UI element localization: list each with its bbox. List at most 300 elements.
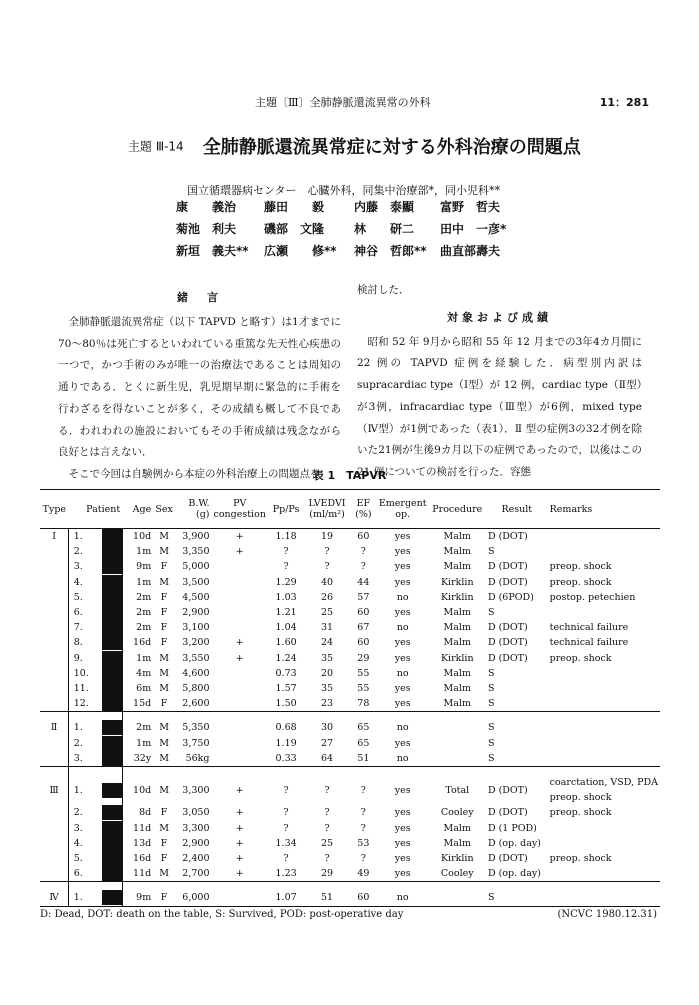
- author: 康 義治: [176, 200, 237, 214]
- patient-index: 3.: [73, 752, 83, 764]
- cell-pv: [212, 575, 268, 590]
- cell-procedure: [429, 882, 486, 906]
- patient-number: [74, 575, 120, 590]
- cell-procedure: Cooley: [440, 807, 474, 819]
- redaction-block: [102, 736, 122, 751]
- cell-ef: 55: [357, 667, 370, 679]
- cell-type: [40, 805, 69, 820]
- patient-index: 1.: [73, 722, 83, 734]
- cell-remarks: [548, 529, 660, 545]
- cell-pv: [212, 712, 268, 736]
- cell-type: [40, 681, 69, 696]
- cell-age: 1m: [136, 652, 152, 664]
- cell-age: 6m: [136, 683, 152, 695]
- cell-result: S: [487, 683, 495, 695]
- cell-remarks: [548, 635, 660, 650]
- cell-pv: +: [235, 822, 244, 834]
- author: 田中 一彦*: [440, 222, 507, 236]
- cell-age: 32y: [133, 752, 152, 764]
- patient-index: 5.: [73, 853, 83, 865]
- cell-bw: 3,300: [182, 822, 210, 834]
- cell-emergent: no: [396, 667, 409, 679]
- cell-type: [40, 821, 69, 836]
- table-row: [40, 666, 660, 681]
- title-text: 全肺静脈還流異常症に対する外科治療の問題点: [202, 137, 581, 158]
- author-row: [176, 198, 536, 220]
- cell-pp: ?: [283, 853, 289, 865]
- redaction-block: [102, 590, 122, 605]
- cell-type: [40, 851, 69, 866]
- cell-remarks: [548, 882, 660, 906]
- cell-age: 9m: [136, 561, 152, 573]
- cell-patient: [69, 575, 123, 590]
- cell-lvedvi: ?: [324, 784, 330, 796]
- cell-patient: [69, 651, 123, 666]
- cell-bw: 3,100: [182, 622, 210, 634]
- cell-procedure: Kirklin: [440, 853, 474, 865]
- cell-remarks: [548, 575, 660, 590]
- cell-emergent: yes: [394, 868, 411, 880]
- cell-ef: 60: [357, 531, 370, 542]
- cell-result: S: [487, 722, 495, 734]
- table-row: [40, 559, 660, 574]
- cell-bw: 3,750: [182, 737, 210, 749]
- remark-line: preop. shock: [549, 853, 612, 865]
- cell-patient: [69, 767, 123, 806]
- author-row: [176, 242, 536, 264]
- patient-number: [74, 751, 120, 766]
- cell-sex: F: [160, 622, 168, 634]
- cell-procedure: Malm: [443, 667, 471, 679]
- cell-emergent: yes: [394, 531, 411, 542]
- cell-result: S: [487, 892, 495, 904]
- cell-procedure: Malm: [443, 822, 471, 834]
- author: 藤田 毅: [264, 200, 325, 214]
- cell-patient: [69, 821, 123, 836]
- cell-type: [40, 575, 69, 590]
- cell-bw: 2,900: [182, 607, 210, 619]
- intro-heading: 緒 言: [177, 291, 222, 304]
- page-number: 11：281: [599, 96, 649, 109]
- author-row: [176, 220, 536, 242]
- patient-index: 10.: [73, 667, 89, 679]
- cell-bw: 4,600: [182, 667, 210, 679]
- cell-age: 2m: [136, 722, 152, 734]
- cell-pv: +: [235, 531, 244, 542]
- patient-index: 2.: [73, 546, 83, 558]
- col-bw-line2: (g): [196, 509, 210, 520]
- cell-emergent: yes: [394, 561, 411, 573]
- patient-number: [74, 590, 120, 605]
- table-row: [40, 651, 660, 666]
- cell-type: [40, 544, 69, 559]
- redaction-block: [102, 851, 122, 866]
- table-row: [40, 529, 660, 545]
- cell-lvedvi: 35: [320, 652, 334, 664]
- col-lvedvi-line1: LVEDVI: [308, 498, 346, 509]
- cell-bw: 5,800: [182, 683, 210, 695]
- cell-remarks: [548, 851, 660, 866]
- cell-remarks: [548, 681, 660, 696]
- cell-type: [40, 751, 69, 767]
- cell-result: D (DOT): [487, 531, 528, 542]
- redaction-block: [102, 866, 122, 881]
- patient-number: [74, 635, 120, 650]
- cell-procedure: Malm: [443, 637, 471, 649]
- patient-index: 4.: [73, 837, 83, 849]
- cell-bw: 5,350: [182, 722, 210, 734]
- cell-pv: [212, 751, 268, 767]
- cell-type: [40, 605, 69, 620]
- cell-lvedvi: 64: [320, 752, 334, 764]
- table-header-row: [40, 490, 660, 529]
- cell-lvedvi: 19: [320, 531, 334, 542]
- cell-pv: [212, 666, 268, 681]
- cell-result: D (DOT): [487, 652, 528, 664]
- patient-index: 6.: [73, 868, 83, 880]
- cell-result: D (1 POD): [487, 822, 537, 834]
- cell-emergent: yes: [394, 737, 411, 749]
- cell-sex: F: [160, 892, 168, 904]
- table-body: [40, 529, 660, 907]
- author: 菊池 利夫: [176, 222, 237, 236]
- cell-result: D (6POD): [487, 591, 534, 603]
- cell-age: 2m: [136, 591, 152, 603]
- cell-procedure: Malm: [443, 546, 471, 558]
- cell-result: D (DOT): [487, 807, 528, 819]
- cell-pp: ?: [283, 561, 289, 573]
- cell-pp: 1.03: [275, 591, 297, 603]
- cell-sex: M: [159, 722, 169, 734]
- cell-pv: +: [235, 807, 244, 819]
- cell-remarks: [548, 605, 660, 620]
- cell-age: 10d: [133, 784, 152, 796]
- col-pv-line2: congestion: [213, 509, 266, 520]
- cell-patient: [69, 666, 123, 681]
- cell-result: D (op. day): [487, 868, 541, 880]
- cell-emergent: no: [396, 752, 409, 764]
- cell-ef: 60: [357, 892, 370, 904]
- cell-lvedvi: 20: [320, 667, 334, 679]
- table-row: [40, 544, 660, 559]
- author: 神谷 哲郎**: [354, 244, 427, 258]
- patient-number: [74, 783, 120, 798]
- remark-line: postop. petechien: [549, 591, 636, 603]
- cell-lvedvi: 40: [320, 576, 334, 588]
- results-heading: 対象および成績: [447, 310, 552, 324]
- cell-remarks: [548, 736, 660, 751]
- cell-age: 1m: [136, 546, 152, 558]
- patient-index: 1.: [73, 784, 83, 796]
- cell-result: S: [487, 737, 495, 749]
- cell-result: S: [487, 667, 495, 679]
- redaction-block: [102, 696, 122, 711]
- cell-pv: [212, 696, 268, 712]
- cell-emergent: yes: [394, 607, 411, 619]
- cell-bw: 6,000: [182, 892, 210, 904]
- col-lvedvi: [304, 490, 350, 529]
- intro-paragraph-1: 全肺静脈還流異常症（以下 TAPVD と略す）は1才までに 70〜80％は死亡するといわれている重篤な先天性心疾患の一つで，かつ手術のみが唯一の治療法であることは周知の通りである．とくに新生児，乳児期早期に緊急的に手術を行わざるを得ないことが多く，その成績も概して不良である．われわれの施設においてもその手術成績は残念ながら良好とは言えない．: [58, 316, 341, 459]
- cell-emergent: no: [396, 722, 409, 734]
- cell-sex: F: [160, 607, 168, 619]
- cell-ef: ?: [360, 784, 366, 796]
- cell-pp: 1.04: [275, 622, 297, 634]
- cell-patient: [69, 544, 123, 559]
- cell-emergent: yes: [394, 837, 411, 849]
- cell-procedure: Malm: [443, 683, 471, 695]
- cell-pp: ?: [283, 807, 289, 819]
- table-row: [40, 821, 660, 836]
- cell-lvedvi: ?: [324, 853, 330, 865]
- cell-sex: M: [159, 652, 169, 664]
- cell-pp: 1.57: [275, 683, 297, 695]
- redaction-block: [102, 681, 122, 696]
- cell-pv: +: [235, 546, 244, 558]
- cell-remarks: [548, 821, 660, 836]
- redaction-block: [102, 620, 122, 635]
- cell-pp: 1.29: [275, 576, 297, 588]
- patient-index: 4.: [73, 576, 83, 588]
- cell-emergent: yes: [394, 784, 411, 796]
- cell-type: Ⅰ: [40, 529, 69, 545]
- cell-type: [40, 620, 69, 635]
- cell-procedure: Malm: [443, 698, 471, 710]
- cell-procedure: Cooley: [440, 868, 474, 880]
- cell-remarks: [548, 836, 660, 851]
- table-row: [40, 851, 660, 866]
- cell-patient: [69, 751, 123, 767]
- patient-number: [74, 605, 120, 620]
- cell-bw: 4,500: [182, 591, 210, 603]
- cell-lvedvi: 35: [320, 683, 334, 695]
- cell-ef: 65: [357, 722, 370, 734]
- cell-age: 11d: [133, 868, 152, 880]
- cell-sex: M: [159, 822, 169, 834]
- cell-remarks: [548, 651, 660, 666]
- cell-result: D (DOT): [487, 784, 528, 796]
- redaction-block: [102, 821, 122, 836]
- cell-remarks: [548, 712, 660, 736]
- col-ef-line1: EF: [356, 498, 371, 509]
- cell-type: [40, 866, 69, 882]
- cell-ef: ?: [360, 807, 366, 819]
- col-pp: Pp/Ps: [272, 503, 300, 515]
- cell-type: [40, 696, 69, 712]
- intro-paragraph-2: そこで今回は自験例から本症の外科治療上の問題点を: [68, 467, 321, 480]
- table-row: [40, 590, 660, 605]
- patient-number: [74, 559, 120, 574]
- cell-patient: [69, 620, 123, 635]
- cell-age: 8d: [139, 807, 152, 819]
- cell-sex: F: [160, 837, 168, 849]
- results-continuation: 検討した．: [357, 284, 410, 296]
- author: 磯部 文隆: [264, 222, 325, 236]
- topic-label: 主題 Ⅲ-14: [128, 139, 184, 154]
- cell-ef: ?: [360, 822, 366, 834]
- col-lvedvi-line2: (ml/m²): [309, 509, 345, 520]
- patient-number: [74, 620, 120, 635]
- cell-type: [40, 635, 69, 650]
- patient-index: 1.: [73, 892, 83, 904]
- cell-bw: 2,400: [182, 853, 210, 865]
- redaction-block: [102, 836, 122, 851]
- cell-procedure: Malm: [443, 837, 471, 849]
- cell-remarks: [548, 666, 660, 681]
- cell-lvedvi: 29: [320, 868, 334, 880]
- cell-type: [40, 559, 69, 574]
- col-emergent-line2: op.: [395, 509, 411, 520]
- redaction-block: [102, 544, 122, 559]
- redaction-block: [102, 751, 122, 766]
- col-bw-line1: B.W.: [188, 498, 210, 509]
- cell-type: [40, 590, 69, 605]
- patient-index: 2.: [73, 807, 83, 819]
- author: 富野 哲夫: [440, 200, 501, 214]
- cell-pp: 0.33: [275, 752, 297, 764]
- cell-pp: 1.34: [275, 837, 297, 849]
- patient-index: 1.: [73, 531, 83, 542]
- cell-emergent: yes: [394, 576, 411, 588]
- patient-index: 2.: [73, 737, 83, 749]
- patient-index: 6.: [73, 607, 83, 619]
- cell-bw: 5,000: [182, 561, 210, 573]
- cell-remarks: [548, 559, 660, 574]
- cell-bw: 2,700: [182, 868, 210, 880]
- author: 新垣 義夫**: [176, 244, 249, 258]
- cell-ef: 57: [357, 591, 370, 603]
- cell-type: Ⅱ: [40, 712, 69, 736]
- cell-result: D (op. day): [487, 837, 541, 849]
- remark-line: coarctation, VSD, PDA: [549, 777, 658, 789]
- cell-result: D (DOT): [487, 561, 528, 573]
- cell-lvedvi: ?: [324, 807, 330, 819]
- cell-procedure: [429, 751, 486, 767]
- remark-line: preop. shock: [549, 792, 612, 804]
- col-age: Age: [132, 503, 152, 515]
- patient-number: [74, 805, 120, 820]
- col-bw: [175, 490, 212, 529]
- cell-age: 16d: [133, 637, 152, 649]
- table-row: [40, 866, 660, 882]
- cell-patient: [69, 529, 123, 545]
- cell-emergent: yes: [394, 683, 411, 695]
- cell-emergent: yes: [394, 652, 411, 664]
- patient-index: 5.: [73, 591, 83, 603]
- cell-ef: ?: [360, 546, 366, 558]
- table-row: [40, 696, 660, 712]
- cell-ef: 60: [357, 607, 370, 619]
- col-emergent: [377, 490, 429, 529]
- redaction-block: [102, 805, 122, 820]
- running-head-title: 主題〔Ⅲ〕全肺静脈還流異常の外科: [255, 96, 431, 109]
- cell-lvedvi: 26: [320, 591, 334, 603]
- cell-patient: [69, 805, 123, 820]
- cell-pv: [212, 605, 268, 620]
- cell-bw: 3,550: [182, 652, 210, 664]
- author: 林 研二: [354, 222, 415, 236]
- cell-remarks: [548, 751, 660, 767]
- cell-pp: ?: [283, 822, 289, 834]
- author: 曲直部壽夫: [440, 244, 501, 258]
- patient-number: [74, 866, 120, 881]
- cell-bw: 2,600: [182, 698, 210, 710]
- patient-number: [74, 851, 120, 866]
- patient-number: [74, 736, 120, 751]
- results-column: [357, 280, 642, 484]
- cell-type: [40, 736, 69, 751]
- cell-age: 13d: [133, 837, 152, 849]
- patient-number: [74, 696, 120, 711]
- cell-sex: M: [159, 868, 169, 880]
- cell-age: 9m: [136, 892, 152, 904]
- cell-patient: [69, 836, 123, 851]
- cell-age: 1m: [136, 576, 152, 588]
- cell-lvedvi: 51: [320, 892, 334, 904]
- cell-emergent: no: [396, 622, 409, 634]
- cell-ef: 78: [357, 698, 370, 710]
- cell-patient: [69, 696, 123, 712]
- cell-result: S: [487, 698, 495, 710]
- cell-patient: [69, 635, 123, 650]
- cell-procedure: Malm: [443, 622, 471, 634]
- cell-bw: 3,300: [182, 784, 210, 796]
- cell-sex: M: [159, 531, 169, 542]
- redaction-block: [102, 605, 122, 620]
- cell-remarks: [548, 805, 660, 820]
- remark-line: preop. shock: [549, 561, 612, 573]
- redaction-block: [102, 651, 122, 666]
- redaction-block: [102, 890, 122, 905]
- affiliation: 国立循環器病センター 心臓外科，同集中治療部*，同小児科**: [187, 184, 501, 197]
- cell-type: [40, 666, 69, 681]
- cell-remarks: [548, 866, 660, 882]
- cell-emergent: yes: [394, 807, 411, 819]
- col-ef-line2: (%): [355, 509, 372, 520]
- redaction-block: [102, 575, 122, 590]
- cell-patient: [69, 681, 123, 696]
- cell-result: D (DOT): [487, 853, 528, 865]
- cell-pp: 1.23: [275, 868, 297, 880]
- col-patient: Patient: [86, 503, 121, 515]
- cell-ef: ?: [360, 561, 366, 573]
- cell-bw: 56kg: [185, 752, 210, 764]
- redaction-block: [102, 635, 122, 650]
- redaction-block: [102, 720, 122, 735]
- cell-sex: F: [160, 561, 168, 573]
- cell-ef: 29: [357, 652, 370, 664]
- cell-procedure: Kirklin: [440, 576, 474, 588]
- table-source: (NCVC 1980.12.31): [557, 909, 657, 920]
- col-emergent-line1: Emergent: [378, 498, 427, 509]
- cell-age: 11d: [133, 822, 152, 834]
- remark-line: technical failure: [549, 637, 629, 649]
- cell-pp: 0.68: [275, 722, 297, 734]
- cell-bw: 3,900: [182, 531, 210, 542]
- cell-procedure: Kirklin: [440, 591, 474, 603]
- cell-pv: +: [235, 637, 244, 649]
- cell-pv: [212, 681, 268, 696]
- table-row: [40, 605, 660, 620]
- patient-number: [74, 666, 120, 681]
- cell-patient: [69, 851, 123, 866]
- cell-patient: [69, 590, 123, 605]
- cell-sex: F: [160, 637, 168, 649]
- cell-lvedvi: ?: [324, 546, 330, 558]
- patient-index: 8.: [73, 637, 83, 649]
- col-result: Result: [501, 503, 533, 515]
- cell-lvedvi: 23: [320, 698, 334, 710]
- cell-ef: 60: [357, 637, 370, 649]
